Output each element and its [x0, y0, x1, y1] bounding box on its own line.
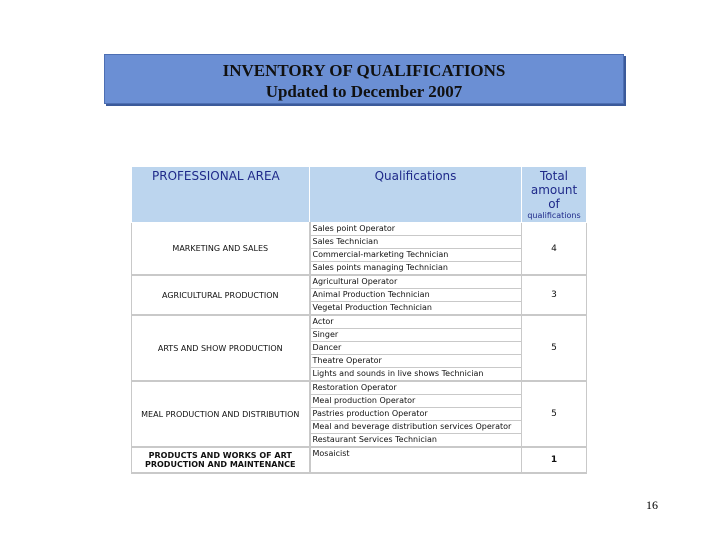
page-number: 16 — [646, 498, 658, 512]
qualification-cell: Restaurant Services Technician — [310, 434, 522, 448]
qualification-cell: Animal Production Technician — [310, 289, 522, 302]
header-total-line1: Total — [539, 169, 569, 183]
qualification-cell: Actor — [310, 315, 522, 329]
qualification-cell: Pastries production Operator — [310, 408, 522, 421]
qualification-cell: Sales points managing Technician — [310, 262, 522, 276]
area-cell: MARKETING AND SALES — [132, 223, 310, 276]
total-cell: 1 — [522, 447, 587, 473]
qualifications-table — [131, 166, 586, 468]
header-total-line3: of — [548, 197, 560, 211]
group-arts-and-show-production — [132, 315, 587, 381]
qualification-cell: Sales Technician — [310, 236, 522, 249]
area-cell: MEAL PRODUCTION AND DISTRIBUTION — [132, 381, 310, 447]
qualification-cell: Meal production Operator — [310, 395, 522, 408]
header-total-line4: qualifications — [527, 211, 581, 220]
qualification-cell: Sales point Operator — [310, 223, 522, 236]
total-cell: 5 — [522, 315, 587, 381]
qualification-cell: Singer — [310, 329, 522, 342]
qualification-cell: Restoration Operator — [310, 381, 522, 395]
group-agricultural-production — [132, 275, 587, 315]
area-cell: PRODUCTS AND WORKS OF ART PRODUCTION AND MAINTENANCE — [132, 447, 310, 473]
qualification-cell: Mosaicist — [310, 447, 522, 473]
group-meal-production — [132, 381, 587, 447]
group-marketing-and-sales — [132, 223, 587, 276]
area-cell: ARTS AND SHOW PRODUCTION — [132, 315, 310, 381]
qualification-cell: Theatre Operator — [310, 355, 522, 368]
header-total-line2: amount — [530, 183, 578, 197]
slide-subtitle: Updated to December 2007 — [265, 82, 463, 101]
qualification-cell: Commercial-marketing Technician — [310, 249, 522, 262]
header-total-amount — [522, 167, 587, 223]
slide-title: INVENTORY OF QUALIFICATIONS — [222, 61, 506, 80]
qualification-cell: Dancer — [310, 342, 522, 355]
total-cell: 5 — [522, 381, 587, 447]
group-products-works-of-art — [132, 447, 587, 473]
header-professional-area: PROFESSIONAL AREA — [132, 167, 310, 223]
slide-title-box — [104, 54, 624, 104]
area-cell: AGRICULTURAL PRODUCTION — [132, 275, 310, 315]
qualification-cell: Meal and beverage distribution services Operator — [310, 421, 522, 434]
total-cell: 4 — [522, 223, 587, 276]
qualification-cell: Agricultural Operator — [310, 275, 522, 289]
header-qualifications: Qualifications — [310, 167, 522, 223]
qualification-cell: Vegetal Production Technician — [310, 302, 522, 316]
total-cell: 3 — [522, 275, 587, 315]
qualification-cell: Lights and sounds in live shows Technician — [310, 368, 522, 382]
